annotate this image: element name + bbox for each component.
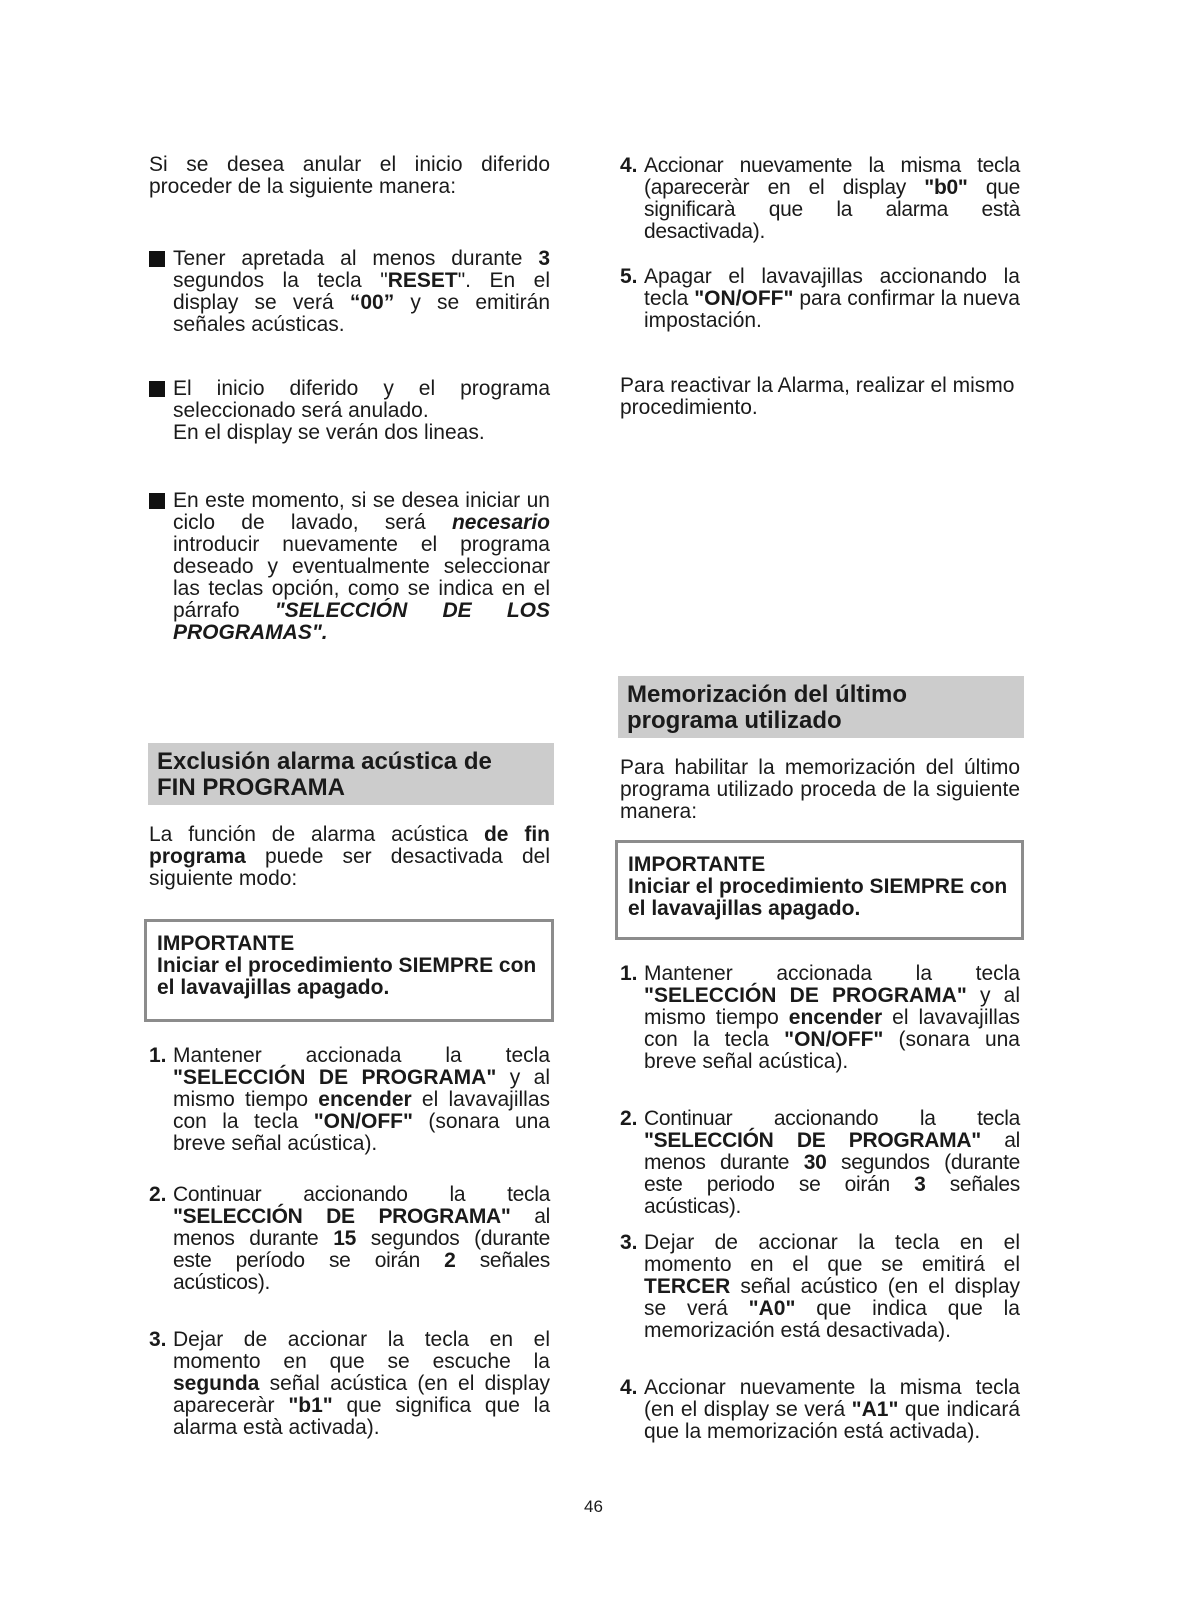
intro-paragraph: Si se desea anular el inicio diferido proceder de la siguiente manera: <box>149 153 550 198</box>
page-number: 46 <box>584 1497 603 1516</box>
reactivate-paragraph: Para reactivar la Alarma, realizar el mismo procedimiento. <box>620 374 1015 419</box>
square-bullet-icon <box>149 381 165 397</box>
important-notice-box: IMPORTANTE Iniciar el procedimiento SIEMPRE con el lavavajillas apagado. <box>615 840 1024 940</box>
alarm-intro-paragraph: La función de alarma acústica de fin programa puede ser desactivada del siguiente modo: <box>149 823 550 890</box>
section-heading-memory: Memorización del último programa utilizado <box>618 676 1024 738</box>
square-bullet-icon <box>149 251 165 267</box>
section-heading-alarm: Exclusión alarma acústica de FIN PROGRAMA <box>148 743 554 805</box>
square-bullet-icon <box>149 493 165 509</box>
memory-intro-paragraph: Para habilitar la memorización del último programa utilizado proceda de la siguiente manera: <box>620 756 1020 823</box>
important-notice-box: IMPORTANTE Iniciar el procedimiento SIEMPRE con el lavavajillas apagado. <box>144 919 554 1022</box>
